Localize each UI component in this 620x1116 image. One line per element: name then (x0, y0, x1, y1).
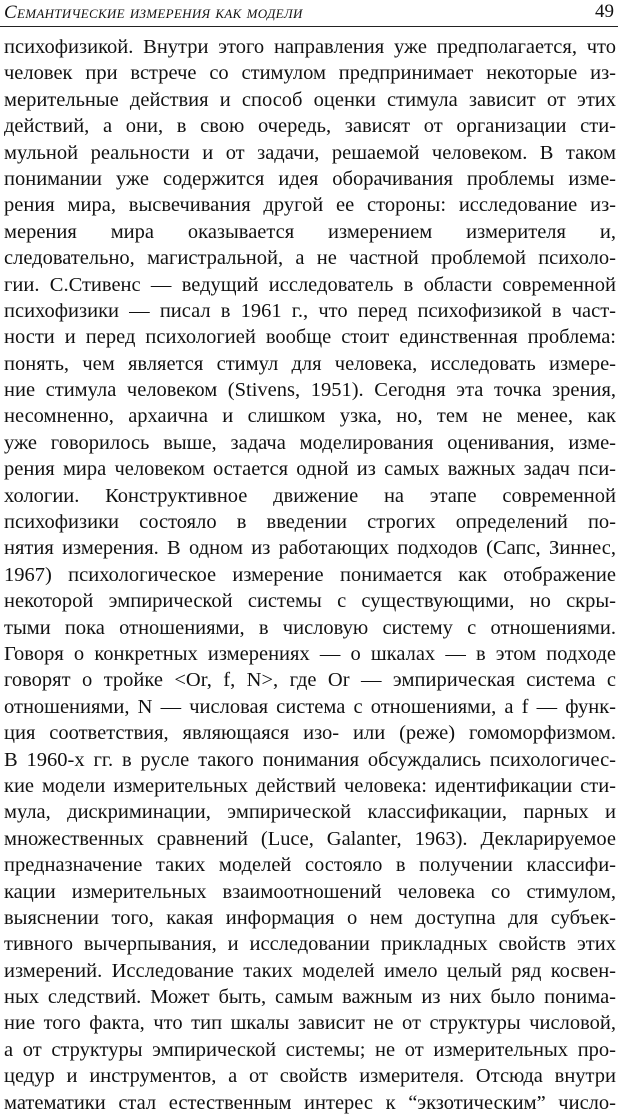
text-line: мула, дискриминации, эмпирической классификации, парных и (4, 801, 616, 824)
text-line: рения мира человеком остается одной из самых важных задач пси- (4, 458, 616, 481)
text-line: цедур и инструментов, а от свойств измерителя. Отсюда внутри (4, 1065, 616, 1088)
text-line: человек при встрече со стимулом предпринимает некоторые из- (4, 62, 616, 85)
text-line: множественных сравнений (Luce, Galanter, 1963). Декларируемое (4, 827, 616, 850)
text-line: мульной реальности и от задачи, решаемой человеком. В таком (4, 141, 616, 164)
text-line: тивного вычерпывания, и исследовании прикладных свойств этих (4, 933, 616, 956)
text-line: а от структуры эмпирической системы; не от измерительных про- (4, 1038, 616, 1061)
text-line: психофизики — писал в 1961 г., что перед психофизикой в част- (4, 299, 616, 322)
text-line: Говоря о конкретных измерениях — о шкалах — в этом подходе (4, 642, 616, 665)
text-line: мерительные действия и способ оценки стимула зависит от этих (4, 88, 616, 111)
page-number: 49 (595, 1, 614, 22)
text-line: психофизики состояло в введении строгих определений по- (4, 511, 616, 534)
text-line: предназначение таких моделей состояло в получении классифи- (4, 854, 616, 877)
text-line: действий, а они, в свою очередь, зависят от организации сти- (4, 115, 616, 138)
text-line: следовательно, магистральной, а не частной проблемой психоло- (4, 247, 616, 270)
body-text (4, 34, 616, 1116)
text-line: гии. С.Стивенс — ведущий исследователь в области современной (4, 273, 616, 296)
text-line: хологии. Конструктивное движение на этапе современной (4, 484, 616, 507)
text-line: ности и перед психологией вообще стоит единственная проблема: (4, 326, 616, 349)
text-line: ных следствий. Может быть, самым важным из них было понима- (4, 986, 616, 1009)
text-line: математики стал естественным интерес к “экзотическим” число- (4, 1091, 616, 1114)
text-line: измерений. Исследование таких моделей имело целый ряд косвен- (4, 959, 616, 982)
text-line: ние стимула человеком (Stivens, 1951). Сегодня эта точка зрения, (4, 379, 616, 402)
text-line: В 1960-х гг. в русле такого понимания обсуждались психологичес- (4, 748, 616, 771)
text-line: тыми пока отношениями, в числовую систему с отношениями. (4, 616, 616, 639)
text-line: некоторой эмпирической системы с существующими, но скры- (4, 590, 616, 613)
text-line: рения мира, высвечивания другой ее стороны: исследование из- (4, 194, 616, 217)
text-line: говорят о тройке <Or, f, N>, где Or — эмпирическая система с (4, 669, 616, 692)
text-line: кации измерительных взаимоотношений человека со стимулом, (4, 880, 616, 903)
text-line: несомненно, архаична и слишком узка, но, тем не менее, как (4, 405, 616, 428)
text-line: ция соответствия, являющаяся изо- или (реже) гомоморфизмом. (4, 722, 616, 745)
text-line: кие модели измерительных действий человека: идентификации сти- (4, 774, 616, 797)
running-header (0, 0, 618, 27)
running-header-title: Семантические измерения как модели (4, 2, 303, 23)
text-line: понять, чем является стимул для человека, исследовать измере- (4, 352, 616, 375)
text-line: нятия измерения. В одном из работающих подходов (Сапс, Зиннес, (4, 537, 616, 560)
text-line: ние того факта, что тип шкалы зависит не от структуры числовой, (4, 1012, 616, 1035)
text-line: выяснении того, какая информация о нем доступна для субъек- (4, 906, 616, 929)
text-line: 1967) психологическое измерение понимается как отображение (4, 563, 616, 586)
text-line: отношениями, N — числовая система с отношениями, а f — функ- (4, 695, 616, 718)
text-line: уже говорилось выше, задача моделирования оценивания, изме- (4, 431, 616, 454)
text-line: мерения мира оказывается измерением измерителя и, (4, 220, 616, 243)
text-line: психофизикой. Внутри этого направления уже предполагается, что (4, 36, 616, 58)
text-line: понимании уже содержится идея оборачивания проблемы изме- (4, 167, 616, 190)
